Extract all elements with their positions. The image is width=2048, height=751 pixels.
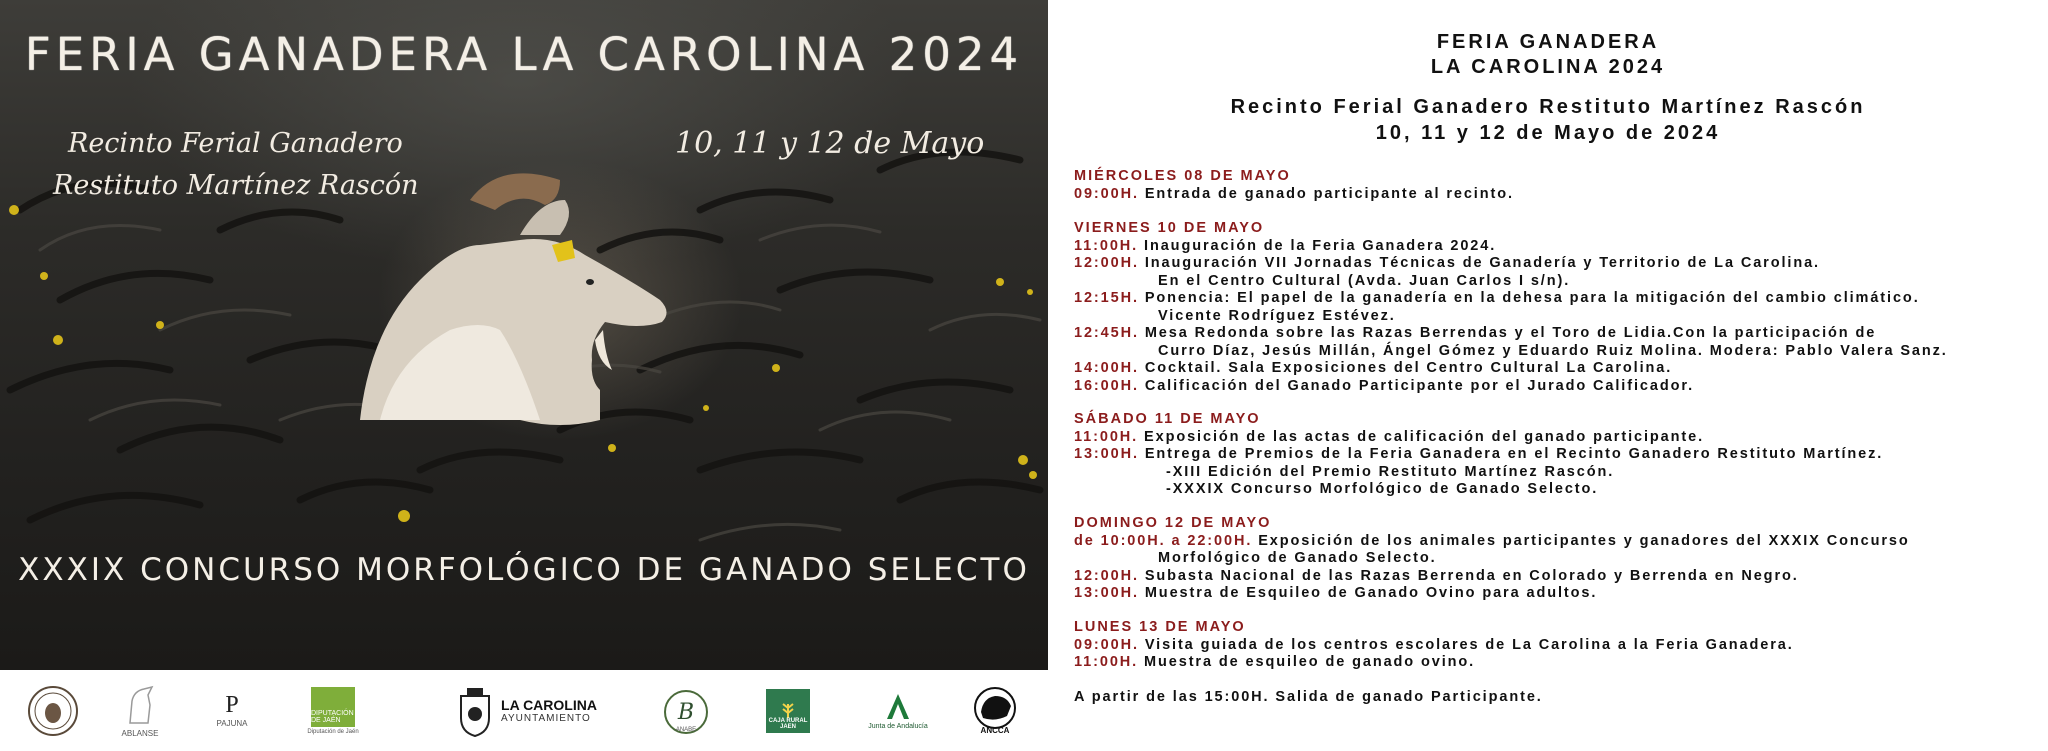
anabe-logo (660, 670, 712, 751)
event-text: Inauguración de la Feria Ganadera 2024. (1144, 237, 1497, 254)
day-label: SÁBADO 11 DE MAYO (1074, 411, 1261, 427)
schedule-item (1074, 360, 1948, 378)
day-block-monday (1074, 619, 1794, 672)
schedule-item (1074, 585, 1910, 603)
event-time: 09:00H. (1074, 185, 1139, 202)
schedule-item (1074, 255, 1948, 273)
event-time: 13:00H. (1074, 585, 1139, 601)
schedule-item (1074, 429, 1883, 447)
event-time: 12:00H. (1074, 255, 1139, 271)
event-time: 09:00H. (1074, 636, 1139, 653)
pajuna-logo (208, 670, 256, 751)
ablanse-label: ABLANSE (121, 729, 159, 738)
goat-icon (122, 683, 158, 727)
program-dates: 10, 11 y 12 de Mayo de 2024 (1375, 122, 1721, 144)
event-text: Muestra de esquileo de ganado ovino. (1144, 654, 1476, 670)
sponsor-logos-strip (0, 670, 1048, 751)
ancca-logo (968, 670, 1022, 751)
program-panel (1048, 0, 2048, 751)
wheat-icon (779, 702, 797, 718)
event-text: Ponencia: El papel de la ganadería en la dehesa para la mitigación del cambio climático. (1144, 290, 1920, 306)
event-time: de 10:00H. a 22:00H. (1074, 532, 1253, 549)
diputacion-sublabel: Diputación de Jaén (307, 728, 359, 735)
day-label: LUNES 13 DE MAYO (1074, 619, 1246, 635)
event-time: 11:00H. (1074, 654, 1139, 670)
seal-logo (24, 670, 82, 751)
program-footer-note: A partir de las 15:00H. Salida de ganado Participante. (1074, 689, 1543, 705)
day-block-friday (1074, 220, 1948, 395)
event-time: 12:15H. (1074, 290, 1139, 306)
pajuna-mark-icon: P (225, 692, 239, 718)
pajuna-label: PAJUNA (216, 719, 248, 728)
poster-venue-line-1: Recinto Ferial Ganadero (68, 128, 403, 159)
poster-dates: 10, 11 y 12 de Mayo (675, 126, 985, 161)
event-text: Entrega de Premios de la Feria Ganadera en el Recinto Ganadero Restituto Martínez. (1144, 446, 1884, 462)
coat-of-arms-icon (455, 684, 495, 738)
event-subtext: Curro Díaz, Jesús Millán, Ángel Gómez y Eduardo Ruiz Molina. Modera: Pablo Valera Sanz. (1158, 342, 1948, 359)
program-venue: Recinto Ferial Ganadero Restituto Martínez Rascón (1230, 96, 1866, 118)
program-title-line-2: LA CAROLINA 2024 (1430, 56, 1666, 78)
caja-rural-label-2: JAEN (779, 723, 796, 730)
schedule-item (1074, 325, 1948, 343)
event-text: Calificación del Ganado Participante por el Jurado Calificador. (1144, 377, 1694, 394)
event-time: 12:45H. (1074, 325, 1139, 341)
event-time: 11:00H. (1074, 237, 1139, 254)
la-carolina-logo (452, 670, 600, 751)
poster-contest-title: XXXIX CONCURSO MORFOLÓGICO DE GANADO SELECTO (18, 552, 1030, 588)
schedule-item (1074, 290, 1948, 308)
event-subtext: En el Centro Cultural (Avda. Juan Carlos I s/n). (1158, 272, 1571, 289)
poster-venue-line-2: Restituto Martínez Rascón (53, 170, 419, 201)
event-text: Muestra de Esquileo de Ganado Ovino para adultos. (1144, 585, 1598, 601)
schedule-item (1074, 186, 1514, 204)
junta-andalucia-logo (864, 670, 932, 751)
seal-icon (27, 685, 79, 737)
event-text: Visita guiada de los centros escolares de La Carolina a la Feria Ganadera. (1144, 636, 1794, 653)
event-text: Subasta Nacional de las Razas Berrenda en Colorado y Berrenda en Negro. (1144, 567, 1799, 584)
event-subtext: Morfológico de Ganado Selecto. (1158, 550, 1437, 566)
schedule-item (1074, 637, 1794, 655)
event-time: 12:00H. (1074, 567, 1139, 584)
event-subtext: -XIII Edición del Premio Restituto Martínez Rascón. (1166, 463, 1615, 480)
event-text: Inauguración VII Jornadas Técnicas de Ganadería y Territorio de La Carolina. (1144, 255, 1820, 271)
event-text: Exposición de las actas de calificación del ganado participante. (1144, 428, 1704, 445)
event-time: 11:00H. (1074, 428, 1139, 445)
diputacion-logo (306, 670, 360, 751)
ablanse-logo (114, 670, 166, 751)
schedule-item (1074, 654, 1794, 672)
event-text: Exposición de los animales participantes y ganadores del XXXIX Concurso (1258, 532, 1910, 549)
la-carolina-sublabel: AYUNTAMIENTO (501, 713, 591, 724)
diputacion-badge: DIPUTACIÓN DE JAÉN (311, 687, 355, 727)
schedule-item (1074, 533, 1910, 551)
poster (0, 0, 1048, 670)
event-time: 14:00H. (1074, 360, 1139, 376)
event-subtext: Vicente Rodríguez Estévez. (1158, 307, 1396, 324)
day-label: VIERNES 10 DE MAYO (1074, 220, 1265, 236)
svg-text:B: B (677, 699, 695, 725)
event-text: Cocktail. Sala Exposiciones del Centro Cultural La Carolina. (1144, 360, 1673, 376)
bull-icon (971, 686, 1019, 730)
event-text: Entrada de ganado participante al recinto. (1144, 185, 1514, 202)
caja-rural-label-1: CAJA RURAL (768, 717, 808, 724)
poster-title: FERIA GANADERA LA CAROLINA 2024 (24, 28, 1024, 81)
anabe-label: ANABE (675, 726, 697, 733)
ancca-label: ANCCA (980, 726, 1010, 735)
junta-a-icon (883, 691, 913, 721)
la-carolina-label: LA CAROLINA (501, 697, 597, 713)
schedule-item (1074, 446, 1883, 464)
junta-label: Junta de Andalucía (868, 723, 928, 730)
goat-figure (360, 173, 667, 425)
day-label: MIÉRCOLES 08 DE MAYO (1074, 168, 1291, 184)
event-subtext: -XXXIX Concurso Morfológico de Ganado Selecto. (1166, 481, 1599, 497)
caja-rural-logo (764, 670, 812, 751)
day-label: DOMINGO 12 DE MAYO (1074, 515, 1272, 531)
schedule-item (1074, 568, 1910, 586)
schedule-item (1074, 378, 1948, 396)
event-time: 16:00H. (1074, 377, 1139, 394)
schedule-item (1074, 238, 1948, 256)
program-title-line-1: FERIA GANADERA (1436, 31, 1660, 53)
event-time: 13:00H. (1074, 446, 1139, 462)
day-block-wednesday (1074, 168, 1514, 203)
event-text: Mesa Redonda sobre las Razas Berrendas y el Toro de Lidia.Con la participación de (1144, 325, 1877, 341)
day-block-saturday (1074, 411, 1883, 499)
day-block-sunday (1074, 515, 1910, 603)
